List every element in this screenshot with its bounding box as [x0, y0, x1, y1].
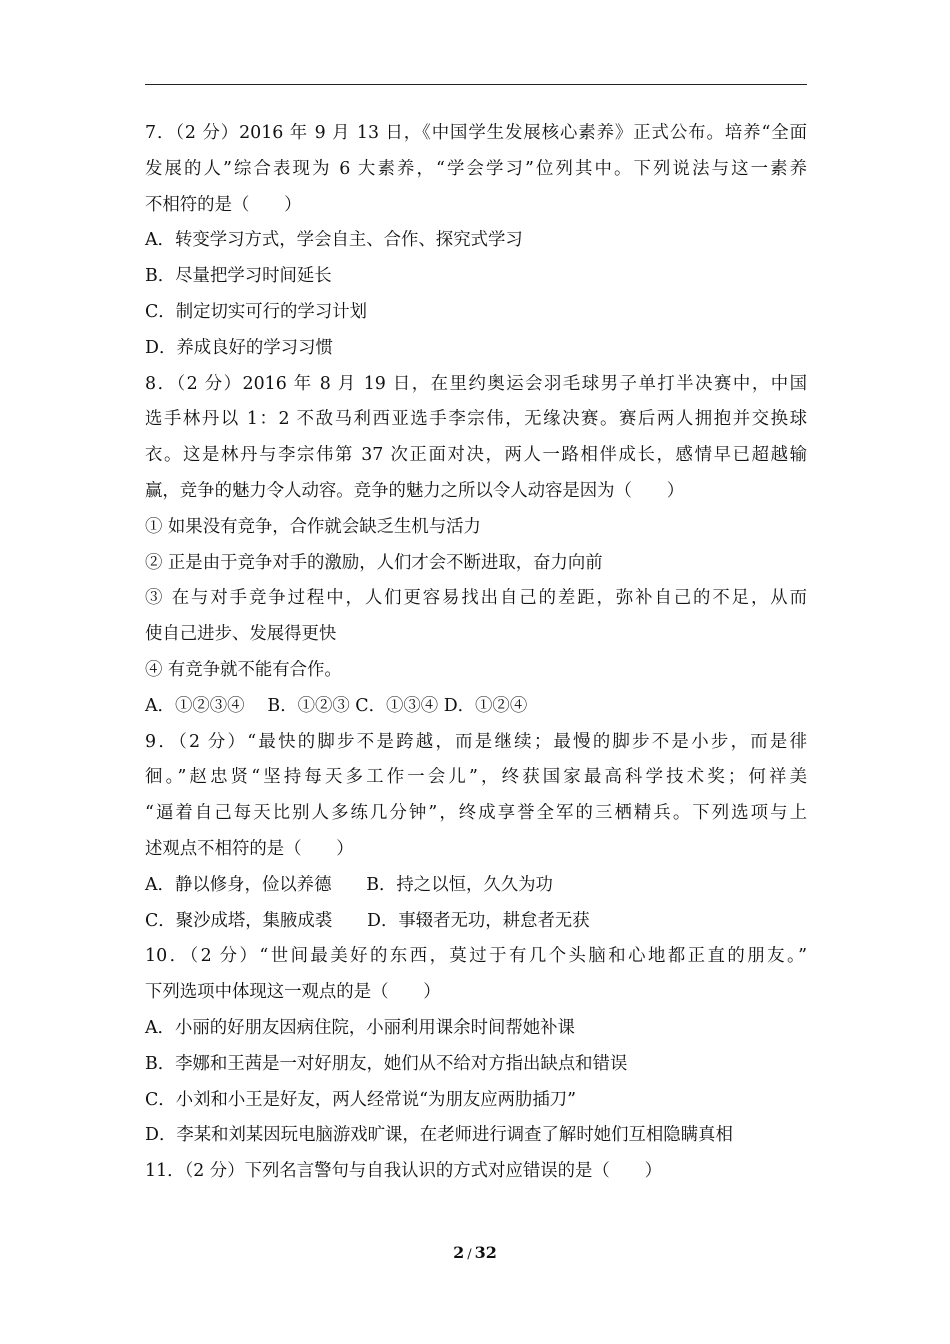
question-10-line-1: 10．（2 分）“世间最美好的东西，莫过于有几个头脑和心地都正直的朋友。”: [145, 946, 807, 967]
question-7-line-1: 7．（2 分）2016 年 9 月 13 日，《中国学生发展核心素养》正式公布。培养“全面: [145, 123, 807, 143]
question-8: [145, 367, 807, 725]
question-10-line-2: 下列选项中体现这一观点的是（ ）: [145, 982, 441, 1003]
question-9-options-ab: A．静以修身，俭以养德 B．持之以恒，久久为功: [145, 874, 553, 895]
question-7-line-3: 不相符的是（ ）: [145, 194, 302, 215]
document-body: [145, 116, 807, 1190]
question-11-line-1: 11．（2 分）下列名言警句与自我认识的方式对应错误的是（ ）: [145, 1161, 662, 1182]
question-8-statement-4: ④ 有竞争就不能有合作。: [145, 659, 342, 680]
question-8-line-4: 赢，竞争的魅力令人动容。竞争的魅力之所以令人动容是因为（ ）: [145, 480, 685, 501]
question-8-line-3: 衣。这是林丹与李宗伟第 37 次正面对决，两人一路相伴成长，感情早已超越输: [145, 445, 807, 466]
page-number: [0, 1243, 950, 1262]
question-9-line-2: 徊。”赵忠贤“坚持每天多工作一会儿”，终获国家最高科学技术奖；何祥美: [145, 767, 807, 788]
question-8-statement-1: ① 如果没有竞争，合作就会缺乏生机与活力: [145, 516, 481, 537]
question-8-statement-2: ② 正是由于竞争对手的激励，人们才会不断进取，奋力向前: [145, 552, 603, 573]
question-8-line-1: 8．（2 分）2016 年 8 月 19 日，在里约奥运会羽毛球男子单打半决赛中，中国: [145, 373, 807, 394]
question-9-line-1: 9．（2 分）“最快的脚步不是跨越，而是继续；最慢的脚步不是小步，而是徘: [145, 731, 807, 752]
question-9-line-3: “逼着自己每天比别人多练几分钟”，终成享誉全军的三栖精兵。下列选项与上: [145, 803, 807, 824]
question-11: [145, 1154, 807, 1190]
question-9: [145, 725, 807, 940]
question-7: [145, 116, 807, 367]
question-7-option-a: A．转变学习方式，学会自主、合作、探究式学习: [145, 230, 523, 251]
question-7-option-d: D．养成良好的学习习惯: [145, 337, 333, 358]
question-7-line-2: 发展的人”综合表现为 6 大素养，“学会学习”位列其中。下列说法与这一素养: [145, 158, 807, 179]
question-10-option-a: A．小丽的好朋友因病住院，小丽利用课余时间帮她补课: [145, 1017, 575, 1038]
question-10-option-d: D．李某和刘某因玩电脑游戏旷课，在老师进行调查了解时她们互相隐瞒真相: [145, 1125, 733, 1146]
question-10-option-c: C．小刘和小王是好友，两人经常说“为朋友应两肋插刀”: [145, 1089, 577, 1110]
question-7-option-b: B．尽量把学习时间延长: [145, 266, 332, 287]
question-9-options-cd: C．聚沙成塔，集腋成裘 D．事辍者无功，耕怠者无获: [145, 910, 590, 931]
page-separator: /: [467, 1247, 472, 1262]
page-current: 2: [453, 1243, 465, 1262]
question-8-statement-3: ③ 在与对手竞争过程中，人们更容易找出自己的差距，弥补自己的不足，从而: [145, 588, 807, 609]
question-8-options: A．①②③④ B．①②③ C．①③④ D．①②④: [145, 695, 528, 716]
question-8-line-2: 选手林丹以 1：2 不敌马利西亚选手李宗伟，无缘决赛。赛后两人拥抱并交换球: [145, 409, 807, 430]
header-rule: [145, 84, 807, 85]
page-total: 32: [474, 1243, 497, 1262]
question-7-option-c: C．制定切实可行的学习计划: [145, 301, 367, 322]
question-8-statement-3-cont: 使自己进步、发展得更快: [145, 624, 337, 645]
question-9-line-4: 述观点不相符的是（ ）: [145, 838, 354, 859]
question-10-option-b: B．李娜和王茜是一对好朋友，她们从不给对方指出缺点和错误: [145, 1053, 628, 1074]
question-10: [145, 939, 807, 1154]
